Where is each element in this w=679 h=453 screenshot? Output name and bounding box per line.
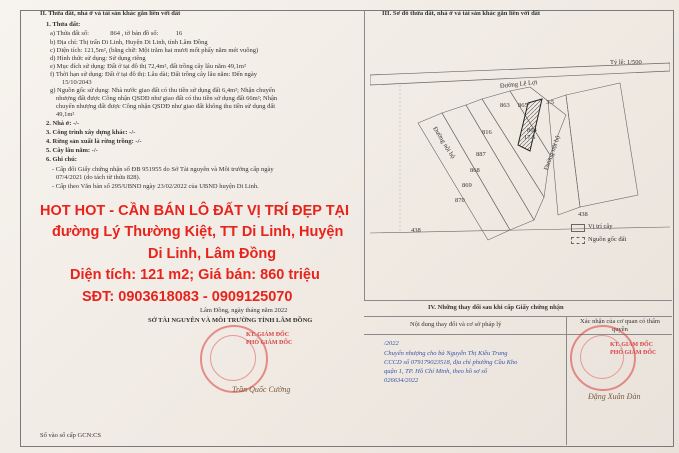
section-1-title: 1. Thửa đất: bbox=[46, 21, 81, 28]
parcel-label-887: 887 bbox=[476, 151, 486, 158]
section-6: 6. Ghi chú: bbox=[46, 156, 77, 163]
sign-title-left-2: PHÓ GIÁM ĐỐC bbox=[246, 340, 293, 346]
legend-label-1: Vị trí cây bbox=[588, 223, 613, 230]
parcel-label-438-a: 438 bbox=[411, 227, 421, 234]
parcel-label-869: 869 bbox=[462, 182, 472, 189]
usage-purpose-line: e) Mục đích sử dụng: Đất ở tại đô thị 72,4m², đất trồng cây lâu năm 49,1m² bbox=[50, 63, 246, 70]
parcel-label-870: 870 bbox=[455, 197, 465, 204]
center-divider bbox=[364, 10, 365, 300]
entry-line-4: 026634/2022 bbox=[384, 377, 419, 384]
ad-phone: SĐT: 0903618083 - 0909125070 bbox=[82, 289, 293, 305]
section4-col1: Nội dung thay đổi và cơ sở pháp lý bbox=[410, 321, 502, 328]
sign-title-right-1: KT. GIÁM ĐỐC bbox=[610, 342, 654, 348]
left-header: II. Thửa đất, nhà ở và tài sản khác gắn liền với đất bbox=[40, 10, 181, 17]
parcel-label-438-b: 438 bbox=[578, 211, 588, 218]
section4-column-rule bbox=[566, 316, 567, 445]
parcel-label: a) Thửa đất số: bbox=[50, 30, 89, 37]
legend-label-2: Nguồn gốc đất bbox=[588, 236, 627, 243]
map-number: 16 bbox=[175, 30, 183, 37]
map-scale: Tỷ lệ: 1/500 bbox=[610, 59, 642, 66]
section4-header: IV. Những thay đổi sau khi cấp Giấy chứng nhận bbox=[428, 304, 564, 311]
section4-top-rule bbox=[364, 300, 672, 301]
entry-date: /2022 bbox=[384, 340, 399, 347]
origin-line-1: g) Nguồn gốc sử dụng: Nhà nước giao đất có thu tiền sử dụng đất 6,4m²; Nhận chuyển bbox=[50, 87, 275, 94]
legend-swatch-1 bbox=[571, 224, 585, 232]
ad-address-2: Di Linh, Lâm Đồng bbox=[148, 246, 277, 262]
note-1: - Cấp đổi Giấy chứng nhận số ĐB 951955 do Sở Tài nguyên và Môi trường cấp ngày bbox=[52, 166, 274, 173]
parcel-number: 864 bbox=[110, 30, 120, 37]
issuing-authority: SỞ TÀI NGUYÊN VÀ MÔI TRƯỜNG TỈNH LÂM ĐỒNG bbox=[148, 317, 313, 324]
area-line: c) Diện tích: 121,5m², (bằng chữ: Một trăm hai mươi mốt phẩy năm mét vuông) bbox=[50, 47, 259, 54]
section-3: 3. Công trình xây dựng khác: -/- bbox=[46, 129, 136, 136]
section-2: 2. Nhà ở: -/- bbox=[46, 120, 80, 127]
usage-term-line: f) Thời hạn sử dụng: Đất ở tại đô thị: Lâu dài; Đất trồng cây lâu năm: Đến ngày bbox=[50, 71, 258, 78]
parcel-label-865: 865 bbox=[518, 102, 528, 109]
road-label-2: Đường nội bộ bbox=[431, 125, 457, 161]
note-3: - Cấp theo Văn bản số 295/UBND ngày 23/02/2022 của UBND huyện Di Linh. bbox=[52, 183, 259, 190]
section4-col2: Xác nhận của cơ quan có thẩm quyền bbox=[580, 318, 660, 333]
entry-line-1: Chuyển nhượng cho bà Nguyễn Thị Kiều Trang bbox=[384, 350, 508, 357]
signer-right: Đặng Xuân Đàn bbox=[588, 392, 641, 401]
road-label-3: Đường nội bộ bbox=[542, 134, 562, 172]
map-label: , tờ bản đồ số: bbox=[121, 30, 159, 37]
parcel-label-864: 864 bbox=[527, 127, 537, 134]
origin-line-4: 49,1m² bbox=[56, 111, 75, 118]
parcel-label-863: 863 bbox=[500, 102, 510, 109]
parcel-strip-2 bbox=[442, 102, 534, 230]
section-4: 4. Rừng sản xuất là rừng trồng: -/- bbox=[46, 138, 142, 145]
parcel-right bbox=[566, 83, 638, 207]
parcel-label-816: 816 bbox=[482, 129, 492, 136]
usage-term-date: 15/10/2043 bbox=[62, 79, 92, 86]
parcel-line bbox=[50, 31, 182, 38]
sign-title-left-1: KT. GIÁM ĐỐC bbox=[246, 332, 290, 338]
signer-left: Trần Quốc Cường bbox=[232, 385, 291, 394]
sign-title-right-2: PHÓ GIÁM ĐỐC bbox=[610, 350, 657, 356]
ad-address-1: đường Lý Thường Kiệt, TT Di Linh, Huyện bbox=[52, 224, 344, 240]
right-header: III. Sơ đồ thửa đất, nhà ở và tài sản khác gắn liền với đất bbox=[382, 10, 541, 17]
origin-line-2: nhượng đất được Công nhận QSDĐ như giao đất có thu tiền sử dụng đất 66m²; Nhận bbox=[56, 95, 278, 102]
section-5: 5. Cây lâu năm: -/- bbox=[46, 147, 98, 154]
usage-form-line: d) Hình thức sử dụng: Sử dụng riêng bbox=[50, 55, 146, 62]
note-2: 07/4/2021 (do tách từ thửa 828). bbox=[56, 174, 141, 181]
section4-header-rule bbox=[364, 316, 672, 317]
registration-number: Số vào sổ cấp GCN:CS bbox=[40, 432, 102, 439]
entry-line-3: quận 1, TP. Hồ Chí Minh, theo hồ sơ số bbox=[384, 368, 488, 375]
dimension-1: 3.5 bbox=[546, 99, 555, 106]
ad-headline: HOT HOT - CẦN BÁN LÔ ĐẤT VỊ TRÍ ĐẸP TẠI bbox=[40, 203, 350, 219]
address-line: b) Địa chỉ: Thị trấn Di Linh, Huyện Di Linh, tỉnh Lâm Đồng bbox=[50, 39, 208, 46]
entry-line-2: CCCD số 079179023518, địa chỉ phường Cầu Kho bbox=[384, 359, 518, 366]
ad-area-price: Diện tích: 121 m2; Giá bán: 860 triệu bbox=[70, 267, 320, 283]
road-label-1: Đường Lê Lợi bbox=[499, 79, 538, 90]
issue-date: Lâm Đồng, ngày tháng năm 2022 bbox=[200, 307, 288, 314]
origin-line-3: chuyển nhượng đất được Công nhận QSDĐ như giao đất không thu tiền sử dụng đất bbox=[56, 103, 276, 110]
dimension-2: 17.5 bbox=[524, 134, 536, 141]
parcel-label-868: 868 bbox=[470, 167, 480, 174]
legend-swatch-2 bbox=[571, 237, 585, 244]
